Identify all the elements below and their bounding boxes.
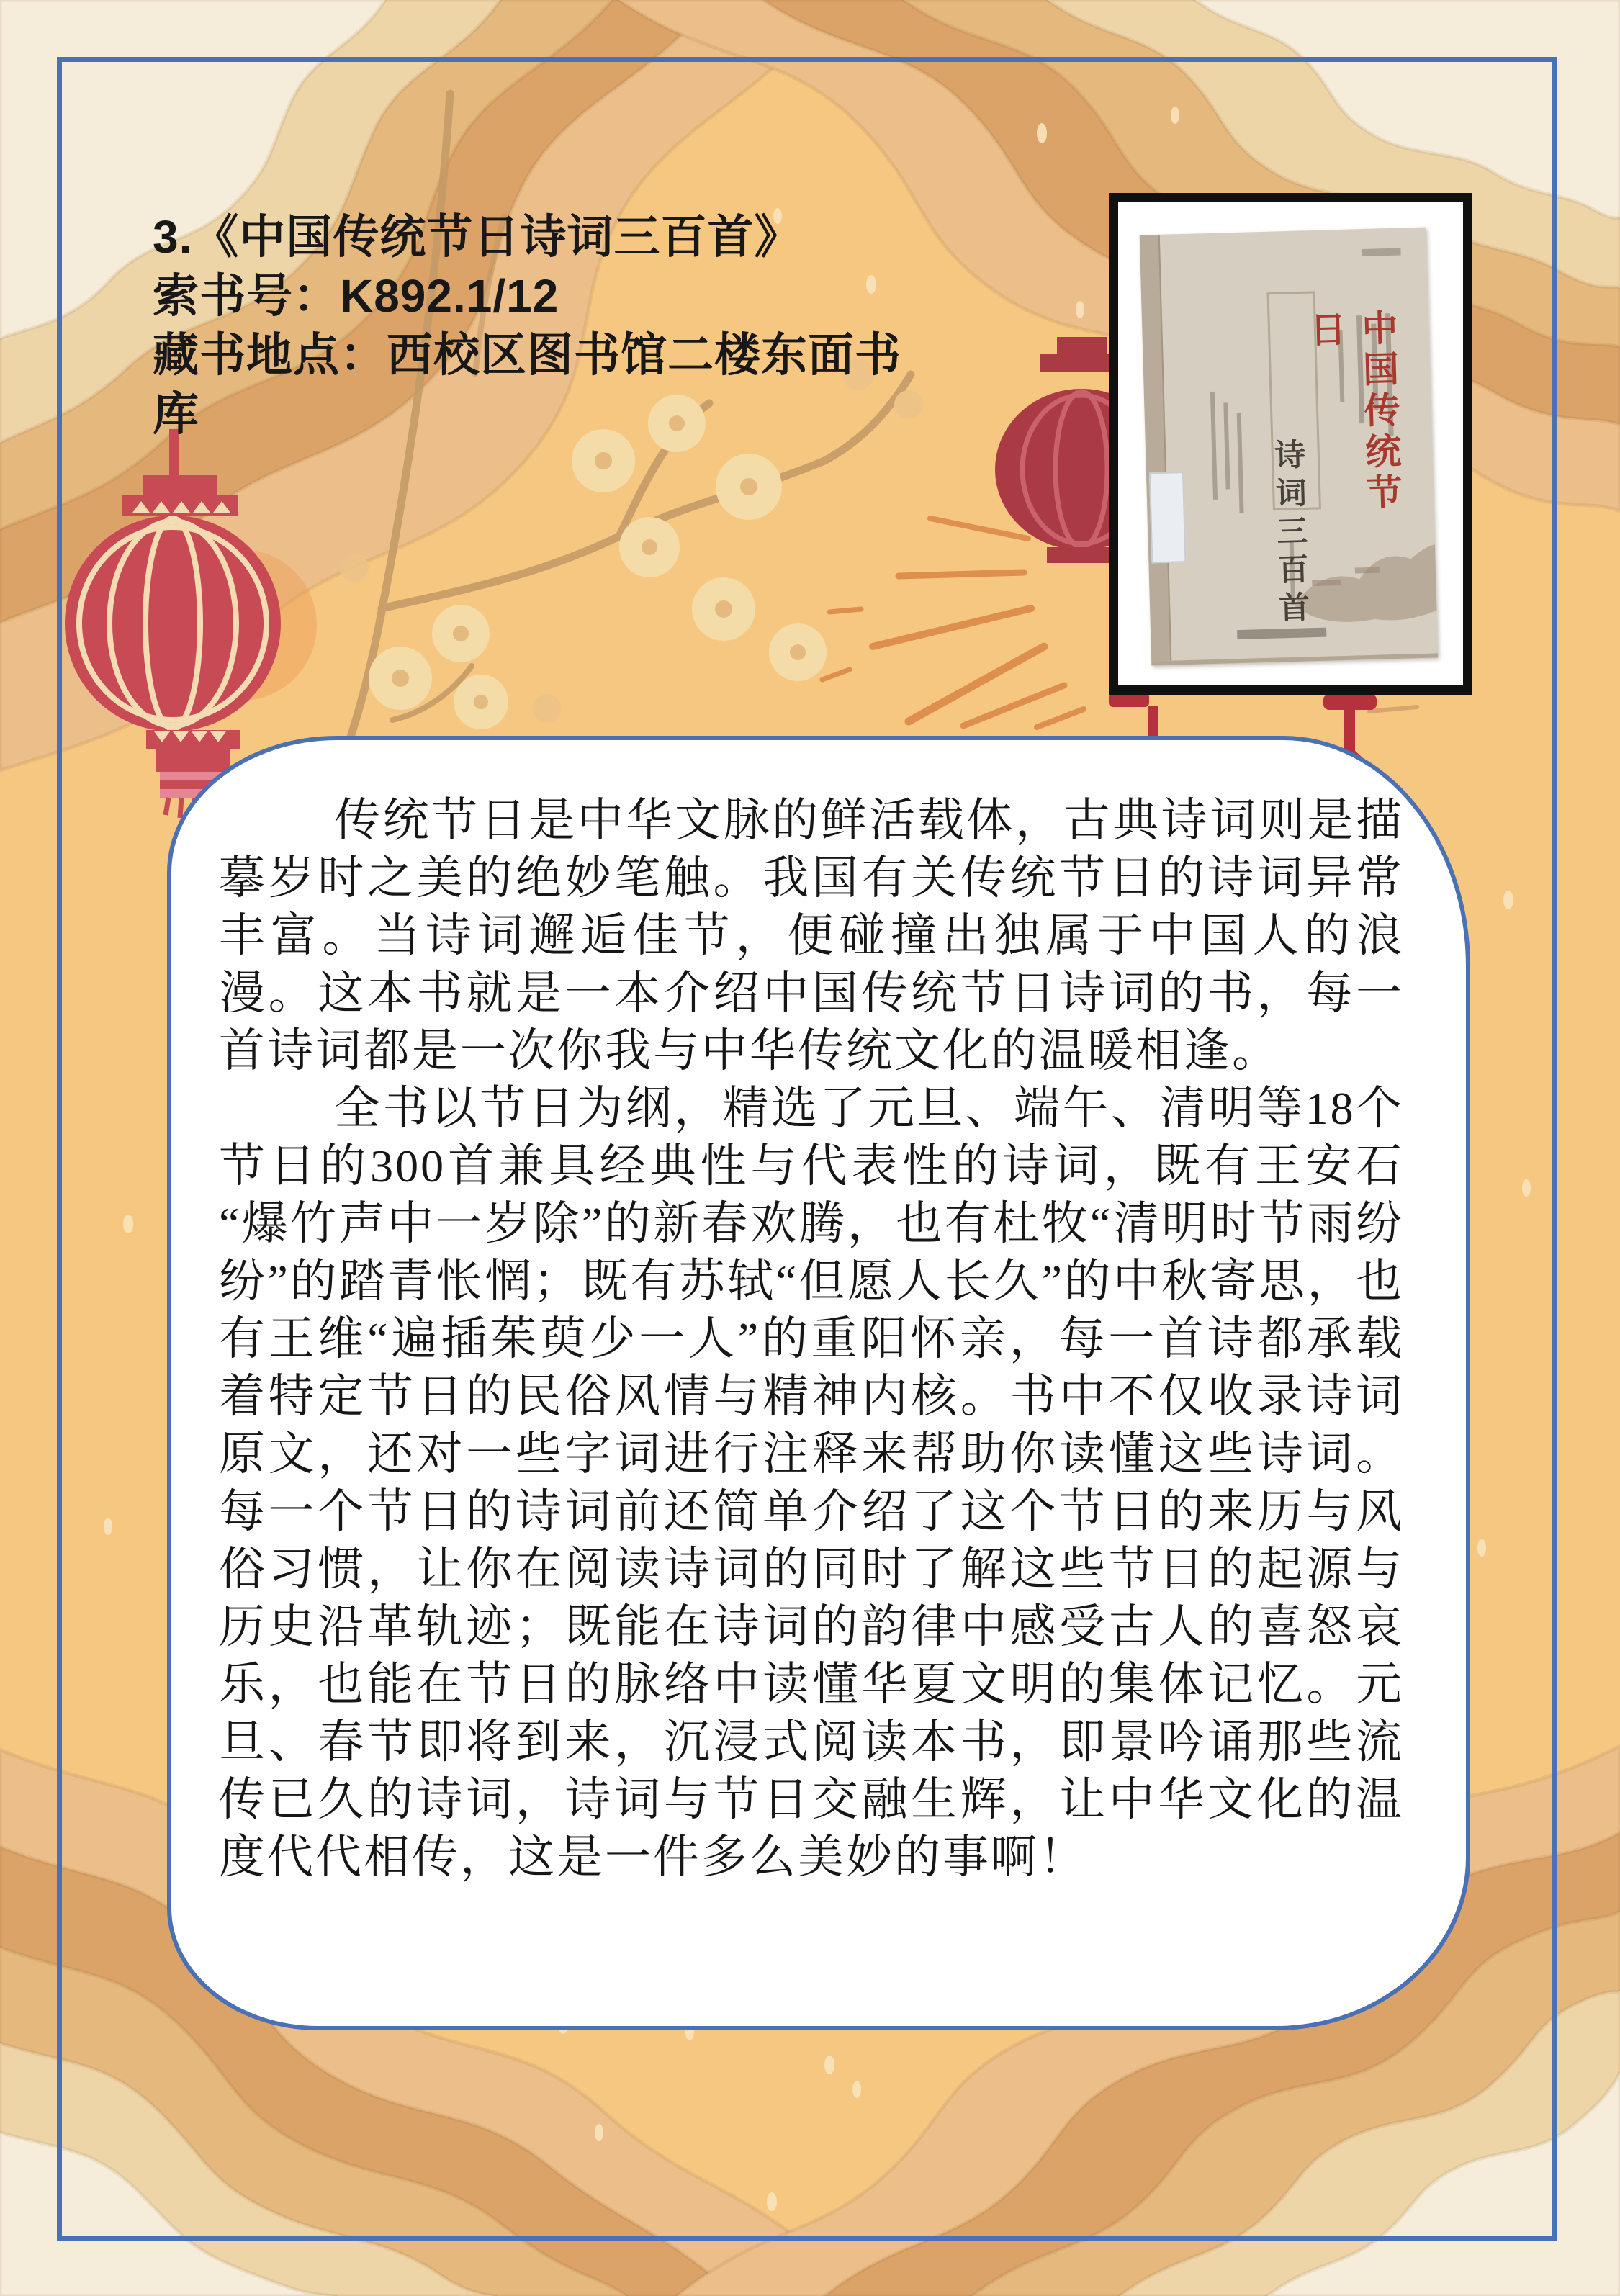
cover-title-vertical: 中国传统节日 [1304,308,1403,516]
header-block [153,207,909,444]
location-line: 藏书地点：西校区图书馆二楼东面书库 [153,329,901,440]
call-number-line: 索书号：K892.1/12 [153,270,559,322]
description-paragraph-1: 传统节日是中华文脉的鲜活载体，古典诗词则是描摹岁时之美的绝妙笔触。我国有关传统节日的诗词异常丰富。当诗词邂逅佳节，便碰撞出独属于中国人的浪漫。这本书就是一本介绍中国传统节日诗词的书，每一首诗词都是一次你我与中华传统文化的温暖相逢。 [219,795,1404,1076]
cover-subtitle-vertical: 诗词三百首 [1269,438,1310,630]
book-cover-photo [1109,193,1472,695]
description-text [219,792,1404,1886]
book-index-title: 3.《中国传统节日诗词三百首》 [153,211,801,263]
book-cover [1140,228,1439,666]
description-paragraph-2: 全书以节日为纲，精选了元旦、端午、清明等18个节日的300首兼具经典性与代表性的诗词，既有王安石“爆竹声中一岁除”的新春欢腾，也有杜牧“清明时节雨纷纷”的踏青怅惘；既有苏轼“但愿人长久”的中秋寄思，也有王维“遍插茱萸少一人”的重阳怀亲，每一首诗都承载着特定节日的民俗风情与精神内核。书中不仅收录诗词原文，还对一些字词进行注释来帮助你读懂这些诗词。每一个节日的诗词前还简单介绍了这个节日的来历与风俗习惯，让你在阅读诗词的同时了解这些节日的起源与历史沿革轨迹；既能在诗词的韵律中感受古人的喜怒哀乐，也能在节日的脉络中读懂华夏文明的集体记忆。元旦、春节即将到来，沉浸式阅读本书，即景吟诵那些流传已久的诗词，诗词与节日交融生辉，让中华文化的温度代代相传，这是一件多么美妙的事啊！ [219,1083,1404,1883]
description-box [167,736,1470,2030]
